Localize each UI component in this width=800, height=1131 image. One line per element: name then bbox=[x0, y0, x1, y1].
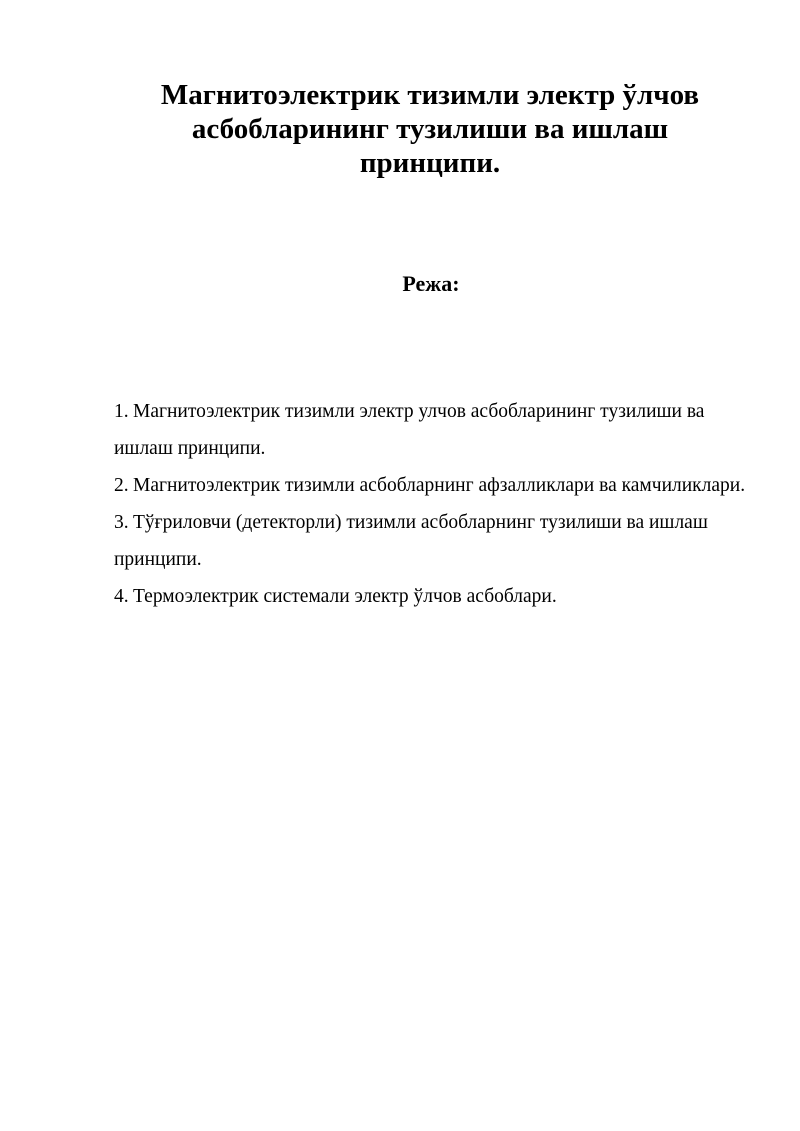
plan-item-text: Магнитоэлектрик тизимли асбобларнинг афзалликлари ва камчиликлари. bbox=[133, 475, 746, 496]
plan-item-number: 4. bbox=[114, 586, 129, 607]
plan-item-text: Магнитоэлектрик тизимли электр улчов асбобларининг тузилиши ва ишлаш принципи. bbox=[114, 401, 705, 459]
plan-item-2 bbox=[114, 467, 748, 504]
plan-item-number: 3. bbox=[114, 512, 129, 533]
plan-item-number: 1. bbox=[114, 401, 129, 422]
plan-item-4 bbox=[114, 578, 748, 615]
plan-item-text: Тўғриловчи (детекторли) тизимли асбобларнинг тузилиши ва ишлаш принципи. bbox=[114, 512, 708, 570]
document-title: Магнитоэлектрик тизимли электр ўлчов асбобларининг тузилиши ва ишлаш принципи. bbox=[160, 79, 700, 179]
plan-item-number: 2. bbox=[114, 475, 129, 496]
plan-list bbox=[114, 393, 748, 615]
plan-item-1 bbox=[114, 393, 748, 467]
plan-heading: Режа: bbox=[402, 271, 460, 296]
plan-item-text: Термоэлектрик системали электр ўлчов асбоблари. bbox=[133, 586, 557, 607]
plan-item-3 bbox=[114, 504, 748, 578]
